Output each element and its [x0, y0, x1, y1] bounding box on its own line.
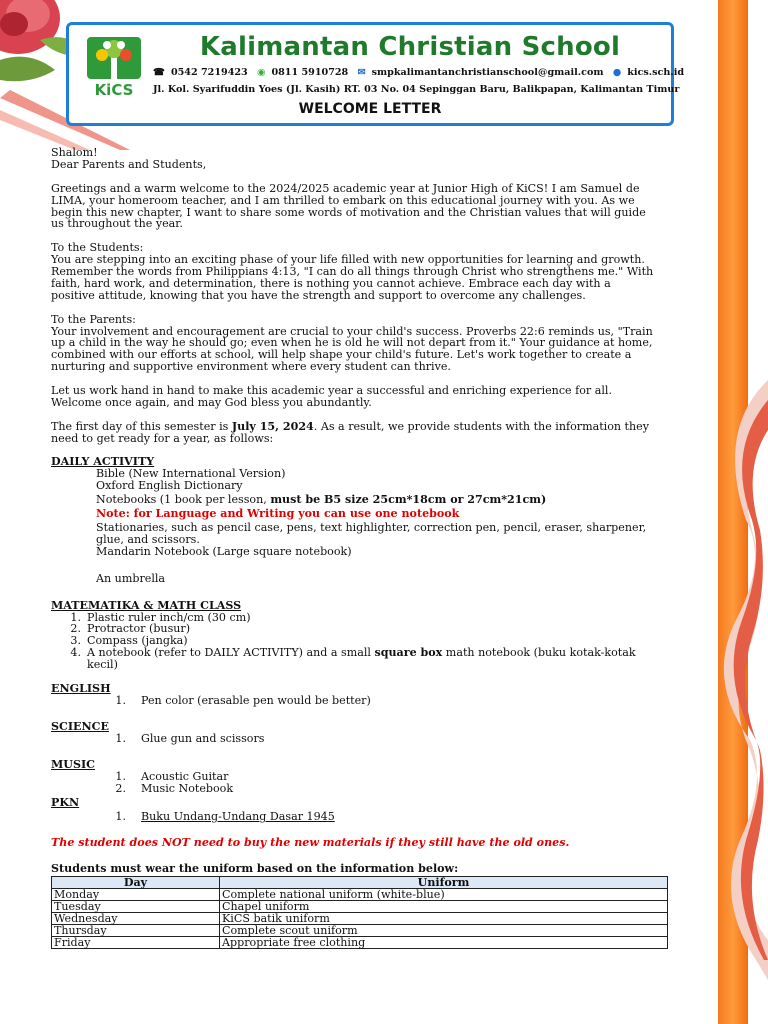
letterhead	[66, 22, 685, 126]
globe-icon: ●	[612, 67, 622, 78]
closing-line: Welcome once again, and may God bless you abundantly.	[51, 395, 372, 409]
list-item: 2. Protractor (busur)	[70, 622, 191, 636]
email-icon: ✉	[357, 67, 366, 78]
students-line: faith, hard work, and determination, there is nothing you cannot achieve. Embrace each day with a	[51, 276, 611, 290]
list-item: Notebooks (1 book per lesson, must be B5 size 25cm*18cm or 27cm*21cm)	[96, 493, 547, 507]
first-day-line: The first day of this semester is July 15, 2024. As a result, we provide students with the information they	[51, 419, 649, 433]
parents-line: combined with our efforts at school, will help shape your child's future. Let's work together to create a	[51, 348, 632, 362]
intro-line: LIMA, your homeroom teacher, and I am thrilled to embark on this educational journey with you. As we	[51, 193, 635, 207]
materials-notice: The student does NOT need to buy the new materials if they still have the old ones.	[51, 836, 570, 850]
school-name: Kalimantan Christian School	[199, 32, 621, 62]
list-item: 1. Buku Undang-Undang Dasar 1945	[115, 810, 335, 824]
table-row: Friday Appropriate free clothing	[52, 937, 668, 949]
list-item: 1. Plastic ruler inch/cm (30 cm)	[70, 610, 251, 624]
students-line: You are stepping into an exciting phase of your life filled with new opportunities for learning and growth.	[51, 253, 645, 267]
english-heading: ENGLISH	[51, 682, 111, 696]
list-item: An umbrella	[96, 571, 166, 585]
intro-line: begin this new chapter, I want to share some words of motivation and the Christian values that will guide	[51, 205, 646, 219]
uniform-intro: Students must wear the uniform based on the information below:	[51, 862, 459, 876]
list-item: Stationaries, such as pencil case, pens, text highlighter, correction pen, pencil, eraser, sharpener,	[96, 521, 647, 534]
phone-number: 0542 7219423	[170, 67, 248, 78]
pkn-heading: PKN	[51, 796, 80, 810]
document-title: WELCOME LETTER	[298, 101, 442, 117]
students-line: positive attitude, knowing that you have the strength and support to overcome any challenges.	[51, 288, 586, 302]
table-row: Tuesday Chapel uniform	[52, 901, 668, 913]
list-item: 1. Acoustic Guitar	[115, 769, 229, 783]
column-header: Uniform	[220, 877, 668, 889]
intro-line: Greetings and a warm welcome to the 2024/2025 academic year at Junior High of KiCS! I am Samuel de	[51, 181, 640, 195]
list-item: Mandarin Notebook (Large square notebook)	[96, 544, 352, 558]
salutation: Dear Parents and Students,	[51, 157, 207, 171]
list-item: glue, and scissors.	[96, 532, 200, 546]
table-row: Thursday Complete scout uniform	[52, 925, 668, 937]
uniform-table	[51, 876, 668, 949]
column-header: Day	[52, 877, 220, 889]
list-item: Bible (New International Version)	[96, 467, 286, 481]
table-row: Wednesday KiCS batik uniform	[52, 913, 668, 925]
table-row: Monday Complete national uniform (white-blue)	[52, 889, 668, 901]
phone-icon: ☎	[153, 67, 165, 78]
notebook-note: Note: for Language and Writing you can use one notebook	[96, 507, 460, 521]
closing-line: Let us work hand in hand to make this academic year a successful and enriching experience for all.	[51, 384, 612, 398]
list-item: 1. Glue gun and scissors	[115, 731, 265, 745]
parents-heading: To the Parents:	[51, 312, 136, 326]
first-day-date: July 15, 2024	[231, 419, 314, 433]
email-address[interactable]: smpkalimantanchristianschool@gmail.com	[371, 67, 604, 78]
greeting: Shalom!	[51, 146, 98, 159]
list-item: 1. Pen color (erasable pen would be better)	[115, 693, 371, 707]
first-day-line2: need to get ready for a year, as follows:	[51, 431, 274, 445]
list-item: Oxford English Dictionary	[96, 479, 243, 493]
ribbon-decoration	[706, 0, 768, 1024]
list-item: 3. Compass (jangka)	[70, 634, 188, 648]
parents-line: up a child in the way he should go; even when he is old he will not depart from it." Your guidance at home,	[51, 336, 653, 350]
students-heading: To the Students:	[51, 241, 144, 255]
students-line: Remember the words from Philippians 4:13, "I can do all things through Christ who strengthens me." With	[51, 265, 654, 279]
parents-line: Your involvement and encouragement are crucial to your child's success. Proverbs 22:6 reminds us, "Train	[51, 324, 653, 338]
school-address: Jl. Kol. Syarifuddin Yoes (Jl. Kasih) RT. 03 No. 04 Sepinggan Baru, Balikpapan, Kalimantan Timur	[153, 84, 680, 95]
list-item: 2. Music Notebook	[115, 781, 234, 795]
school-logo	[83, 35, 145, 99]
intro-line: us throughout the year.	[51, 217, 183, 231]
letter-body	[51, 147, 711, 949]
contact-line	[153, 67, 685, 78]
whatsapp-icon: ◉	[257, 67, 266, 78]
list-item: 4. A notebook (refer to DAILY ACTIVITY) and a small square box math notebook (buku kotak-kotak kecil)	[70, 646, 636, 672]
parents-line: nurturing and supportive environment where every student can thrive.	[51, 360, 451, 374]
daily-activity-heading: DAILY ACTIVITY	[51, 455, 155, 469]
website[interactable]: kics.sch.id	[627, 67, 685, 78]
whatsapp-number: 0811 5910728	[271, 67, 349, 78]
svg-text:KiCS: KiCS	[94, 81, 134, 99]
science-heading: SCIENCE	[51, 719, 109, 733]
math-heading: MATEMATIKA & MATH CLASS	[51, 598, 242, 612]
music-heading: MUSIC	[51, 757, 95, 771]
